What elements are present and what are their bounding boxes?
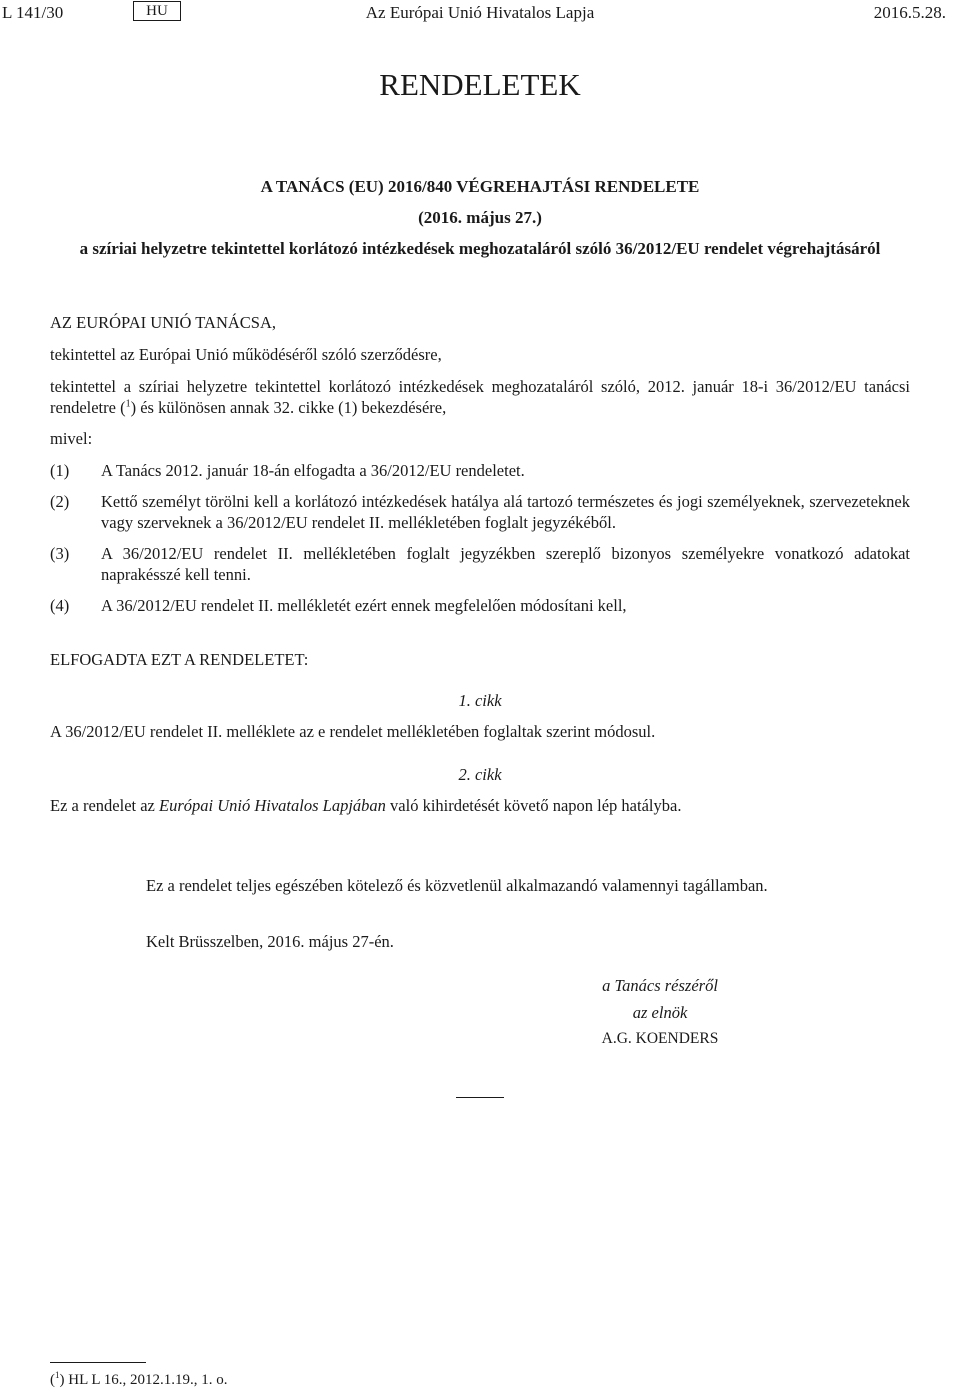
journal-reference: Európai Unió Hivatalos Lapjában	[159, 796, 386, 815]
journal-name: Az Európai Unió Hivatalos Lapja	[365, 3, 595, 22]
recital-number: (3)	[50, 544, 70, 563]
act-subject: a szíriai helyzetre tekintettel korlátozó intézkedések meghozataláról szóló 36/2012/EU rendelet végrehajtásáról	[79, 239, 881, 258]
article-heading: 2. cikk	[458, 765, 502, 784]
preamble-citation-1: tekintettel az Európai Unió működéséről szóló szerződésre,	[50, 345, 442, 364]
signature-on-behalf: a Tanács részéről	[602, 976, 718, 995]
article-heading: 1. cikk	[458, 691, 502, 710]
signature-role: az elnök	[632, 1003, 688, 1022]
footnote-reference[interactable]: 1	[125, 398, 131, 410]
end-rule	[456, 1097, 504, 1098]
recital-number: (1)	[50, 461, 70, 480]
page-header	[0, 0, 960, 26]
preamble-author: AZ EURÓPAI UNIÓ TANÁCSA,	[50, 313, 277, 332]
enacting-formula: ELFOGADTA EZT A RENDELETET:	[50, 650, 309, 669]
place-date: Kelt Brüsszelben, 2016. május 27-én.	[146, 932, 394, 951]
footnote: ($^1$) HL L 16., 2012.1.19., 1. o.	[50, 1370, 228, 1388]
preamble-citation-2: tekintettel a szíriai helyzetre tekintettel korlátozó intézkedések meghozataláról szóló, 2012. január 18-i 36/2012/EU tanácsi rendeletre ($^1$) és különösen annak 32. cikke (1) bekezdésére,	[50, 377, 910, 417]
recital-text: A 36/2012/EU rendelet II. mellékletében foglalt jegyzékben szereplő bizonyos személyekre vonatkozó adatokat naprakésszé kell tenni.	[101, 544, 910, 584]
recital-number: (4)	[50, 596, 70, 615]
recital-text: A 36/2012/EU rendelet II. mellékletét ezért ennek megfelelően módosítani kell,	[101, 596, 627, 615]
binding-clause: Ez a rendelet teljes egészében kötelező és közvetlenül alkalmazandó valamennyi tagállamban.	[146, 876, 768, 895]
article-text: A 36/2012/EU rendelet II. melléklete az e rendelet mellékletében foglaltak szerint módosul.	[50, 722, 656, 741]
publication-date: 2016.5.28.	[873, 3, 946, 22]
footnote-separator	[50, 1362, 146, 1363]
page-reference: L 141/30	[2, 3, 64, 22]
act-title: A TANÁCS (EU) 2016/840 VÉGREHAJTÁSI RENDELETE	[260, 177, 700, 196]
footnote-marker: 1	[55, 1370, 60, 1380]
section-title: RENDELETEK	[379, 67, 581, 102]
language-badge: HU	[133, 1, 181, 21]
signatory-name: A.G. KOENDERS	[601, 1030, 719, 1047]
act-date: (2016. május 27.)	[418, 208, 542, 227]
recital-text: A Tanács 2012. január 18-án elfogadta a 36/2012/EU rendeletet.	[101, 461, 525, 480]
recital-number: (2)	[50, 492, 70, 511]
preamble-whereas: mivel:	[50, 429, 93, 448]
recital-text: Kettő személyt törölni kell a korlátozó intézkedések hatálya alá tartozó természetes és jogi személyeknek, szervezeteknek vagy szerveknek a 36/2012/EU rendelet II. mellékletében foglalt jegyzékéből.	[101, 492, 910, 532]
article-text: Ez a rendelet az Európai Unió Hivatalos Lapjában való kihirdetését követő napon lép hatályba.	[50, 796, 682, 815]
